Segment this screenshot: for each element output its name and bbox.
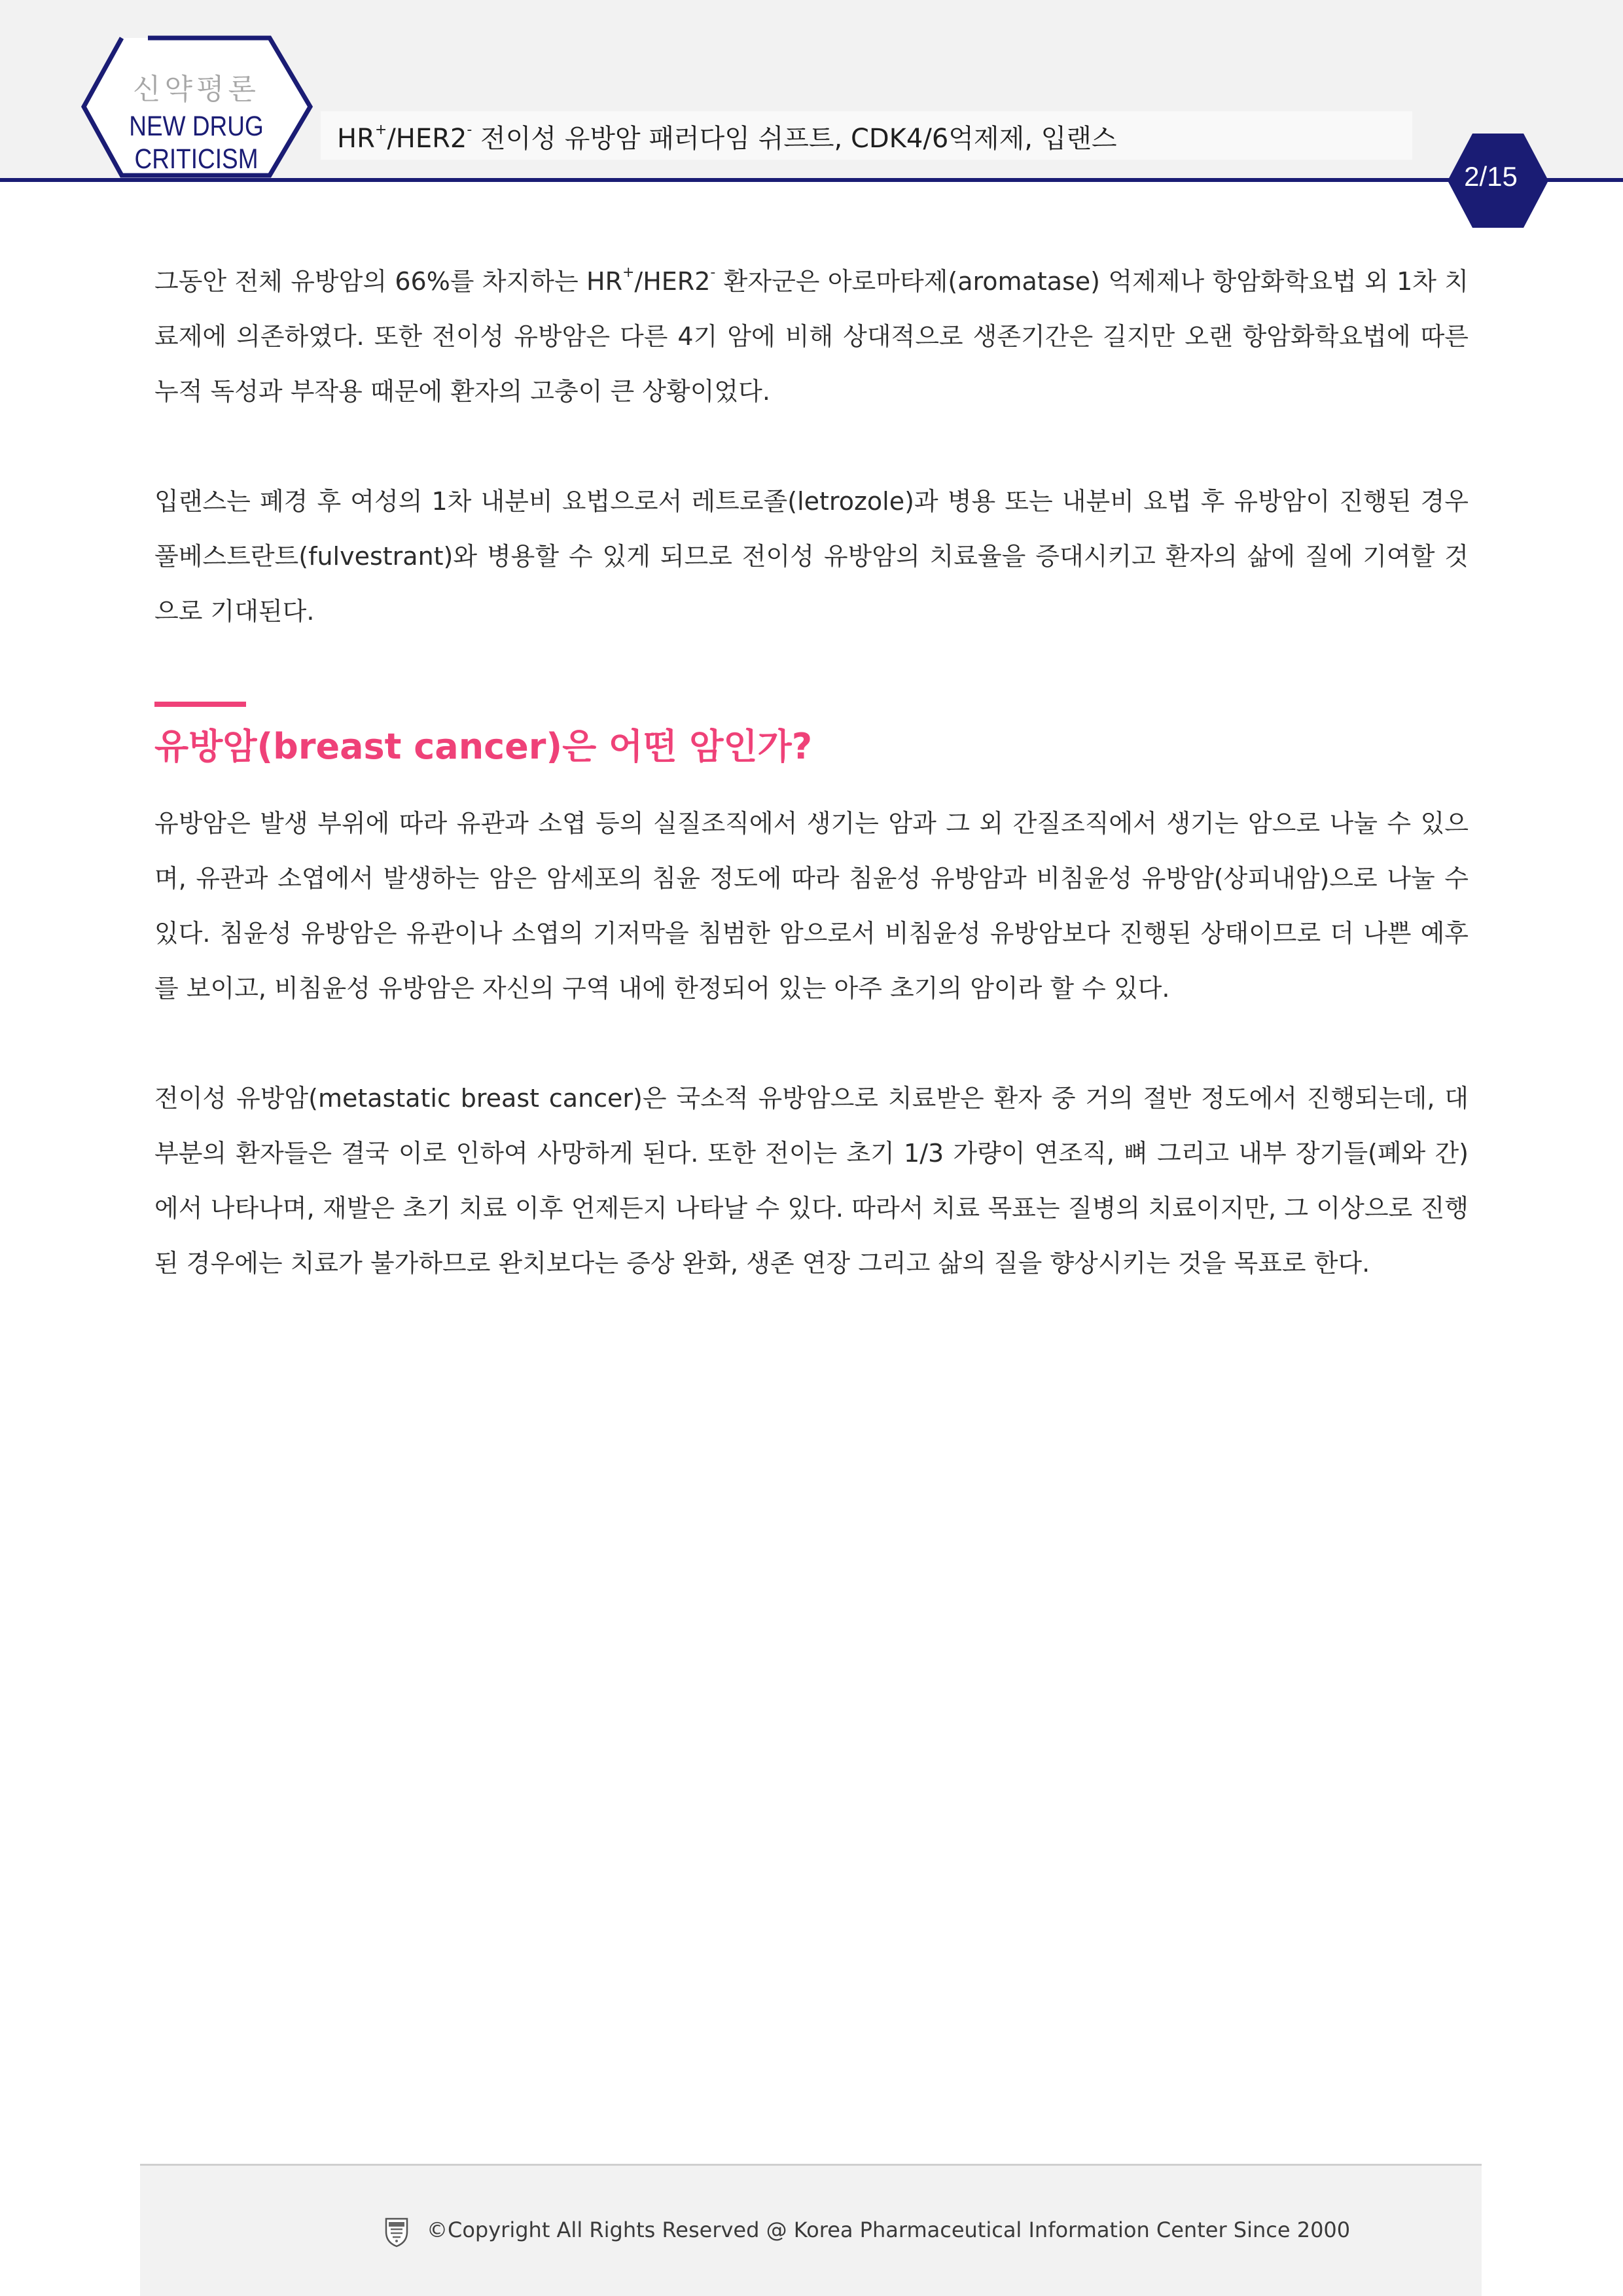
logo-english-line2: CRITICISM [134,143,259,175]
section-accent-bar [154,702,246,707]
page-number: 2/15 [1464,161,1518,192]
university-crest-icon [383,2216,410,2248]
document-title [337,118,1117,155]
title-sup-plus: + [374,122,387,138]
main-content [154,254,1469,1291]
logo-korean-text: 신약평론 [132,73,260,106]
paragraph-3: 유방암은 발생 부위에 따라 유관과 소엽 등의 실질조직에서 생기는 암과 그 외 간질조직에서 생기는 암으로 나눌 수 있으며, 유관과 소엽에서 발생하는 암은 암세포의 침윤 정도에 따라 침윤성 유방암과 비침윤성 유방암(상피내암)으로 나눌 수 있다. 침윤성 유방암은 유관이나 소엽의 기저막을 침범한 암으로서 비침윤성 유방암보다 진행된 상태이므로 더 나쁜 예후를 보이고, 비침윤성 유방암은 자신의 구역 내에 한정되어 있는 아주 초기의 암이라 할 수 있다. [154,809,1469,1003]
paragraph-2: 입랜스는 폐경 후 여성의 1차 내분비 요법으로서 레트로졸(letrozole)과 병용 또는 내분비 요법 후 유방암이 진행된 경우 풀베스트란트(fulvestrant)와 병용할 수 있게 되므로 전이성 유방암의 치료율을 증대시키고 환자의 삶에 질에 기여할 것으로 기대된다. [154,487,1469,626]
p1-text-c: 환자군은 아로마타제(aromatase) 억제제나 항암화학요법 외 1차 치료제에 의존하였다. 또한 전이성 유방암은 다른 4기 암에 비해 상대적으로 생존기간은 길지만 오랜 항암화학요법에 따른 누적 독성과 부작용 때문에 환자의 고충이 큰 상황이었다. [154,267,1469,406]
paragraph-4: 전이성 유방암(metastatic breast cancer)은 국소적 유방암으로 치료받은 환자 중 거의 절반 정도에서 진행되는데, 대부분의 환자들은 결국 이로 인하여 사망하게 된다. 또한 전이는 초기 1/3 가량이 연조직, 뼈 그리고 내부 장기들(폐와 간)에서 나타나며, 재발은 초기 치료 이후 언제든지 나타날 수 있다. 따라서 치료 목표는 질병의 치료이지만, 그 이상으로 진행된 경우에는 치료가 불가하므로 완치보다는 증상 완화, 생존 연장 그리고 삶의 질을 향상시키는 것을 목표로 한다. [154,1084,1469,1278]
paragraph-1 [154,254,1469,419]
section-title: 유방암(breast cancer)은 어떤 암인가? [154,726,813,767]
p1-sup-plus: + [622,264,635,281]
title-part-her2: /HER2 [387,124,467,154]
title-part-rest: 전이성 유방암 패러다임 쉬프트, CDK4/6억제제, 입랜스 [472,124,1117,154]
logo-english-line1: NEW DRUG [129,111,264,142]
p1-text-a: 그동안 전체 유방암의 66%를 차지하는 HR [154,267,622,296]
p1-text-b: /HER2 [634,267,711,296]
title-sup-minus: - [467,122,473,138]
title-part-hr: HR [337,124,375,154]
copyright-text: ©Copyright All Rights Reserved @ Korea Pharmaceutical Information Center Since 2000 [427,2217,1351,2242]
p1-sup-minus: - [710,264,716,281]
logo-english-text [112,110,281,175]
